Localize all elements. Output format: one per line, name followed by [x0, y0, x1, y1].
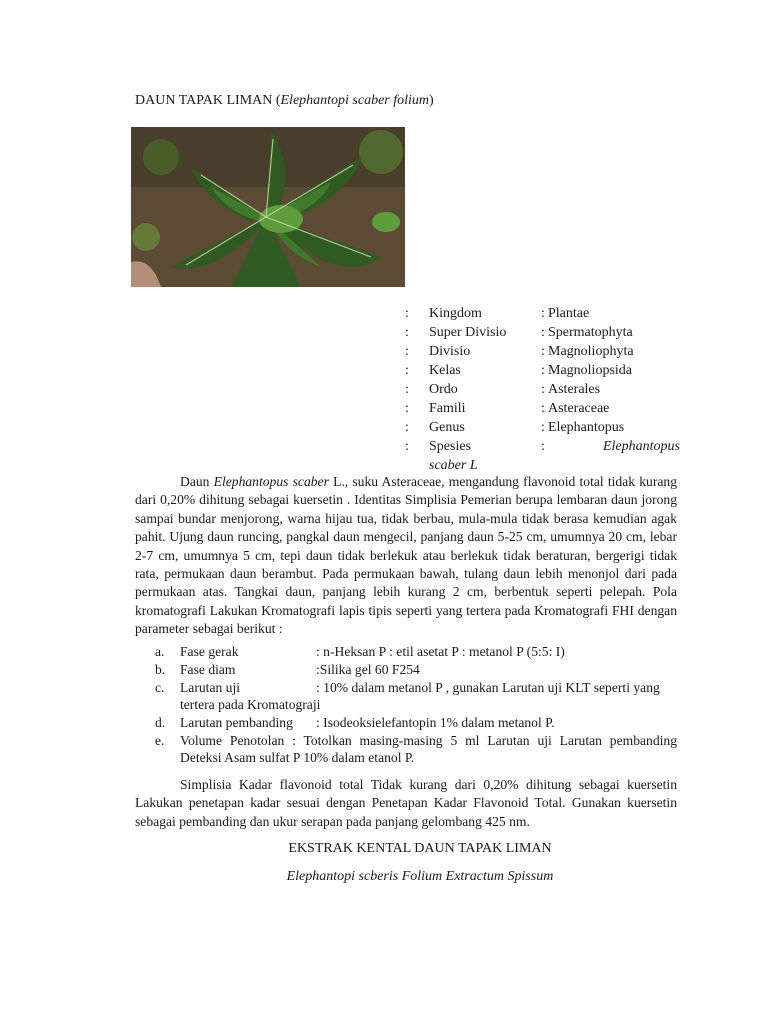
list-item	[135, 644, 677, 662]
taxonomy-value: Magnoliopsida	[548, 363, 632, 378]
taxonomy-value: Elephantopus	[603, 439, 680, 454]
colon: :	[541, 439, 545, 454]
document-title	[135, 93, 434, 109]
colon: :	[405, 420, 409, 435]
taxonomy-value: Spermatophyta	[548, 325, 633, 340]
list-continuation: Deteksi Asam sulfat P 10% dalam etanol P.	[180, 750, 415, 765]
colon: :	[405, 401, 409, 416]
list-marker: e.	[155, 733, 165, 748]
para-latin: Elephantopus scaber	[213, 474, 329, 489]
taxonomy-row	[405, 401, 680, 420]
para-text: L., suku Asteraceae, mengandung flavonoid total tidak kurang dari 0,20% dihitung sebagai kuersetin . Identitas Simplisia Pemerian berupa lembaran daun jorong sampai bundar menjorong, warna hijau tua, tidak berbau, mula-mula tidak berasa kemudian agak pahit. Ujung daun runcing, pangkal daun mengecil, panjang daun 5-25 cm, umumnya 20 cm, lebar 2-7 cm, umumnya 5 cm, tepi daun tidak berlekuk atau berlekuk tidak beraturan, bergerigi tidak rata, permukaan daun berambut. Pada permukaan bawah, tulang daun lebih menonjol dari pada permukaan atas. Tangkai daun, panjang lebih kurang 2 cm, berbentuk seperti pelepah. Pola kromatografi Lakukan Kromatografi lapis tipis seperti yang tertera pada Kromatografi FHI dengan parameter sebagai berikut :	[135, 474, 677, 637]
para-text: Daun	[180, 474, 214, 489]
colon: :	[541, 401, 545, 416]
title-close: )	[429, 93, 434, 108]
section-heading: EKSTRAK KENTAL DAUN TAPAK LIMAN	[288, 841, 552, 856]
list-label: Larutan uji	[180, 680, 241, 695]
colon: :	[405, 325, 409, 340]
colon: :	[405, 382, 409, 397]
taxonomy-key: Kingdom	[429, 306, 482, 321]
taxonomy-value: Asteraceae	[548, 401, 610, 416]
colon: :	[405, 363, 409, 378]
list-value: : 10% dalam metanol P , gunakan Larutan uji KLT seperti yang	[316, 680, 660, 695]
list-marker: b.	[155, 662, 166, 677]
taxonomy-value: Asterales	[548, 382, 601, 397]
list-value: :Silika gel 60 F254	[316, 662, 420, 677]
colon: :	[541, 344, 545, 359]
list-label: Fase gerak	[180, 644, 239, 659]
taxonomy-key: Ordo	[429, 382, 458, 397]
taxonomy-row	[405, 439, 680, 458]
paragraph-assay: Simplisia Kadar flavonoid total Tidak kurang dari 0,20% dihitung sebagai kuersetin Lakukan penetapan kadar sesuai dengan Penetapan Kadar Flavonoid Total. Gunakan kuersetin sebagai pembanding dan ukur serapan pada panjang gelombang 425 nm.	[135, 777, 677, 829]
taxonomy-key: Famili	[429, 401, 466, 416]
list-value: : n-Heksan P : etil asetat P : metanol P (5:5: I)	[316, 644, 565, 659]
paragraph-description	[135, 473, 677, 639]
list-item	[135, 662, 677, 680]
list-marker: c.	[155, 680, 165, 695]
colon: :	[405, 344, 409, 359]
colon: :	[541, 420, 545, 435]
taxonomy-key: Kelas	[429, 363, 461, 378]
taxonomy-key: Super Divisio	[429, 325, 507, 340]
list-item	[135, 715, 677, 733]
taxonomy-row	[405, 363, 680, 382]
colon: :	[541, 363, 545, 378]
taxonomy-row	[405, 306, 680, 325]
list-marker: d.	[155, 715, 166, 730]
colon: :	[541, 325, 545, 340]
taxonomy-value: Elephantopus	[548, 420, 625, 435]
list-line: Volume Penotolan : Totolkan masing-masing 5 ml Larutan uji Larutan pembanding	[180, 733, 677, 748]
list-item	[135, 680, 677, 698]
plant-photo-icon	[131, 127, 405, 287]
taxonomy-row	[405, 344, 680, 363]
colon: :	[405, 439, 409, 454]
taxonomy-key: Genus	[429, 420, 465, 435]
taxonomy-key: Divisio	[429, 344, 471, 359]
taxonomy-value: Magnoliophyta	[548, 344, 634, 359]
colon: :	[541, 382, 545, 397]
list-marker: a.	[155, 644, 165, 659]
taxonomy-value: Plantae	[548, 306, 590, 321]
list-continuation: tertera pada Kromatograji	[180, 697, 321, 712]
title-latin: Elephantopi scaber folium	[280, 93, 430, 108]
title-main: DAUN TAPAK LIMAN (	[135, 93, 281, 108]
plant-photo	[131, 127, 405, 287]
colon: :	[541, 306, 545, 321]
section-latin-name: Elephantopi scberis Folium Extractum Spissum	[286, 869, 554, 884]
list-label: Larutan pembanding	[180, 715, 293, 730]
taxonomy-row	[405, 420, 680, 439]
taxonomy-row	[405, 325, 680, 344]
list-label: Fase diam	[180, 662, 236, 677]
list-value: : Isodeoksielefantopin 1% dalam metanol P.	[316, 715, 555, 730]
colon: :	[405, 306, 409, 321]
species-continuation: scaber L	[429, 458, 478, 473]
taxonomy-row	[405, 382, 680, 401]
taxonomy-key: Spesies	[429, 439, 471, 454]
